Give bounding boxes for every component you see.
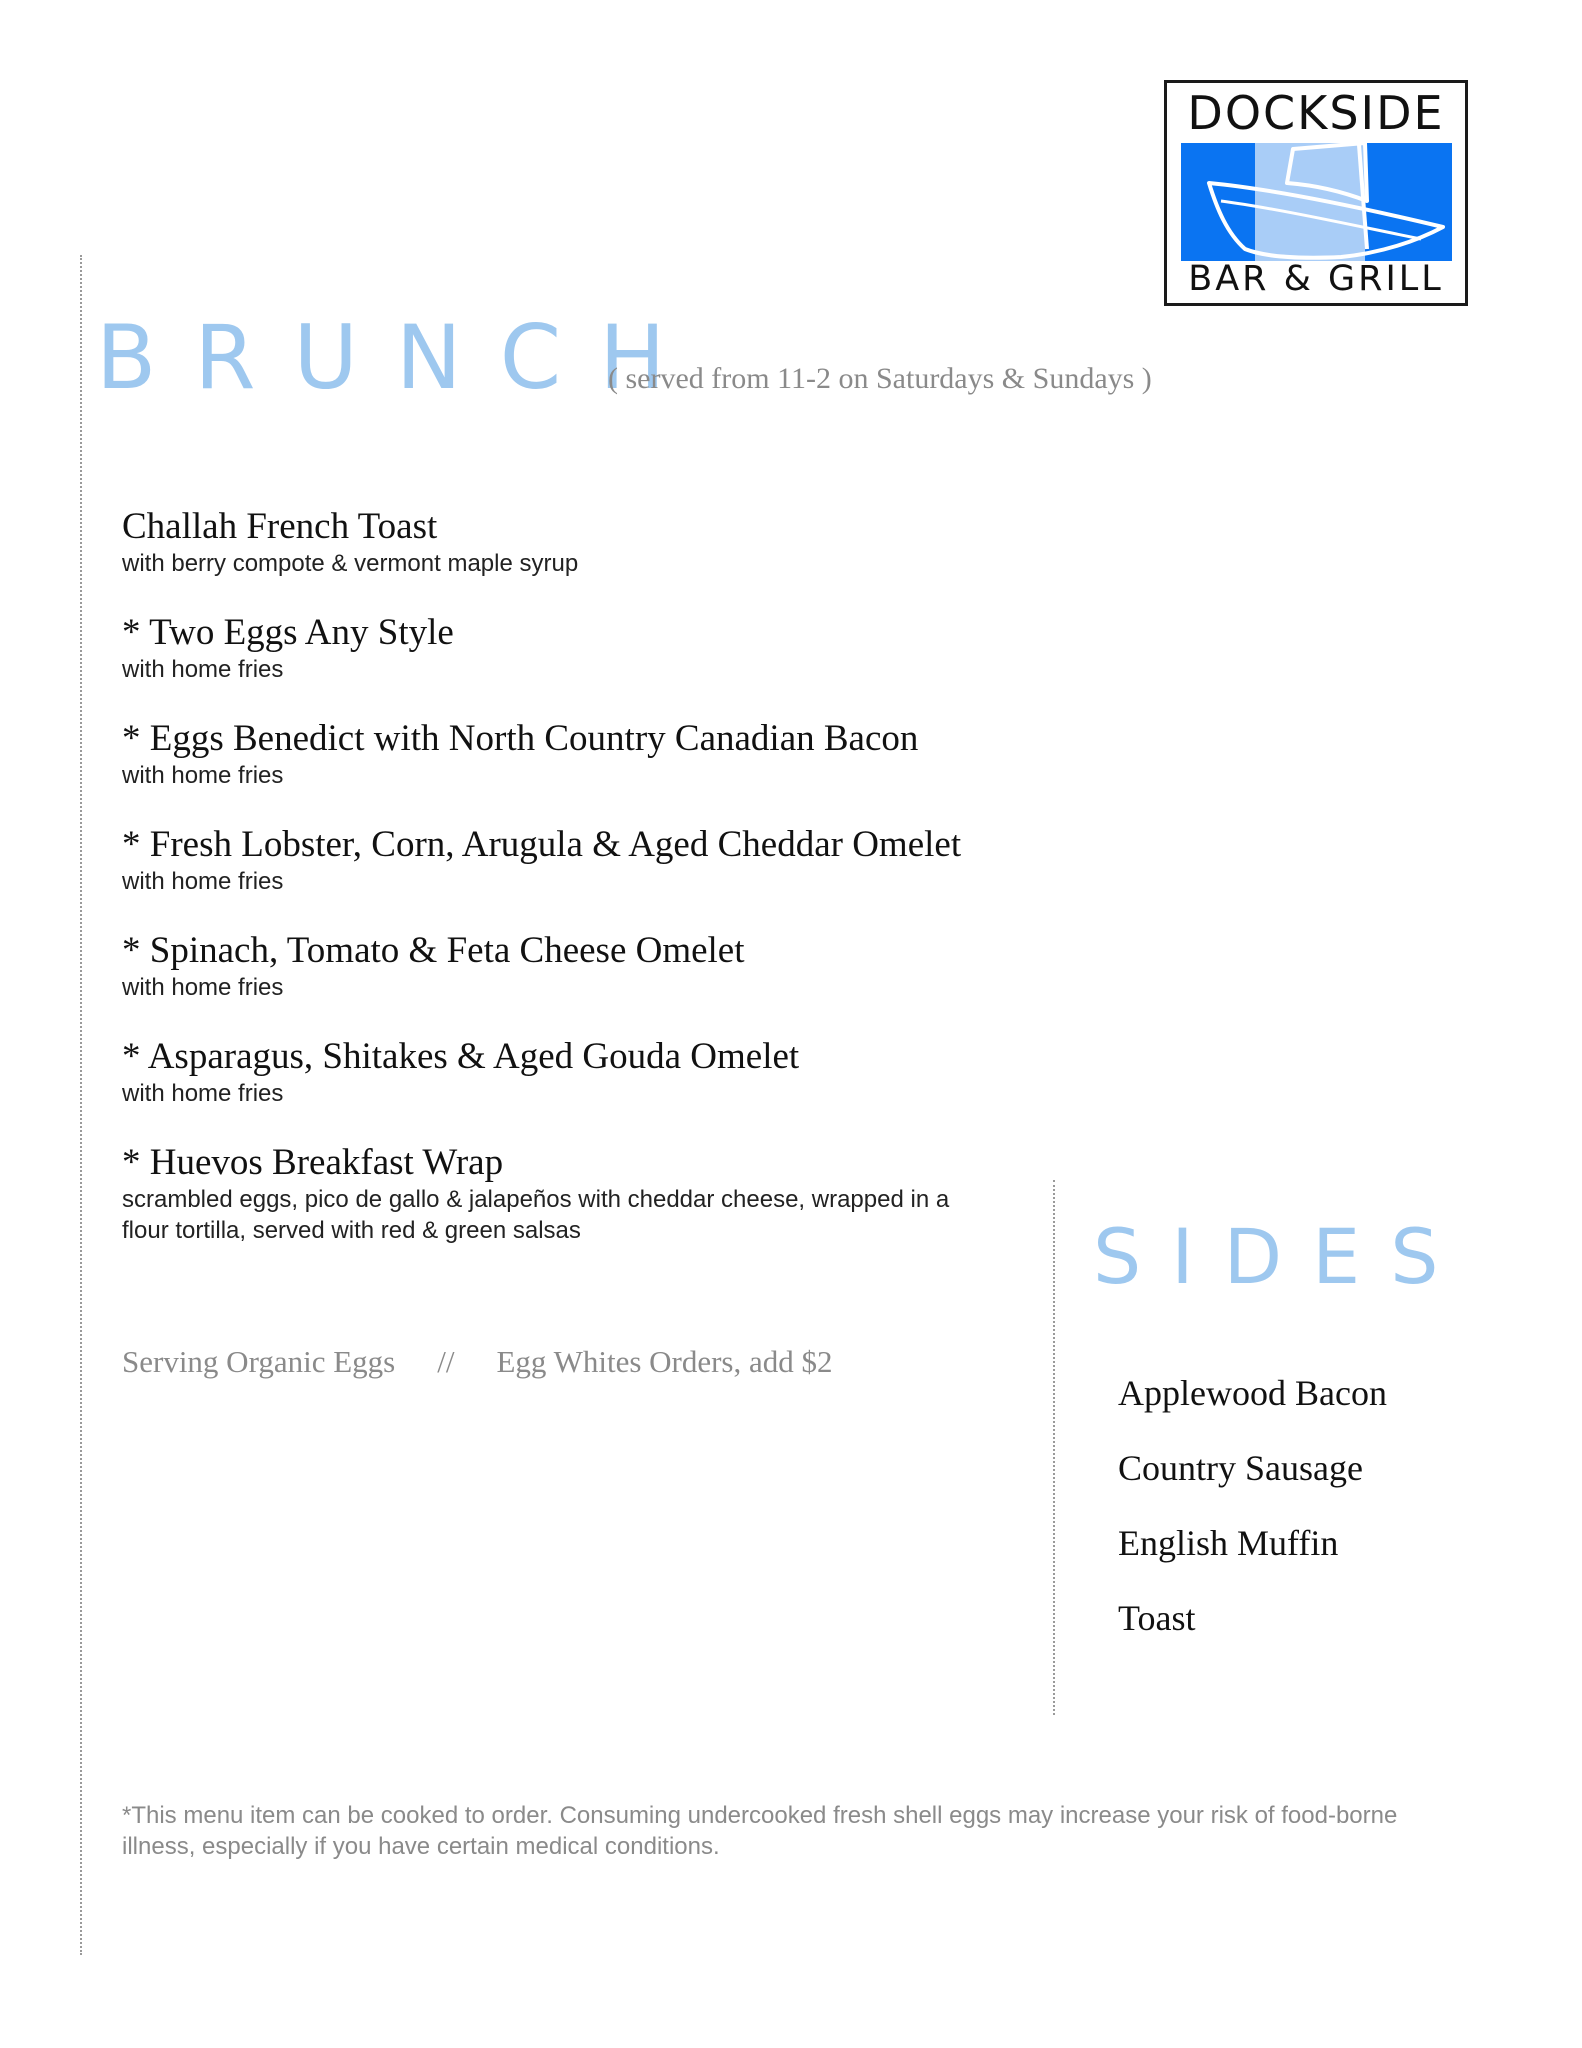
menu-item-description: with home fries [122,974,284,1001]
egg-notes [122,1344,833,1380]
menu-item [122,718,1022,824]
menu-item-description: with berry compote & vermont maple syrup [122,550,579,577]
organic-eggs-note: Serving Organic Eggs [122,1344,396,1379]
food-safety-disclaimer: *This menu item can be cooked to order. Consuming undercooked fresh shell eggs may increase your risk of food-borne illness, especially if you have certain medical conditions. [122,1802,1398,1860]
menu-item-name: * Asparagus, Shitakes & Aged Gouda Omelet [122,1036,800,1077]
menu-item-name: * Fresh Lobster, Corn, Arugula & Aged Cheddar Omelet [122,824,962,865]
menu-item-name: * Huevos Breakfast Wrap [122,1142,504,1183]
menu-item [122,824,1022,930]
side-item: English Muffin [1118,1523,1339,1563]
side-item: Applewood Bacon [1118,1373,1387,1413]
sailboat-icon [1181,143,1452,261]
notes-separator: // [437,1344,455,1379]
sides-heading: SIDES [1093,1212,1469,1301]
side-item: Country Sausage [1118,1448,1363,1488]
menu-item-name: * Eggs Benedict with North Country Canadian Bacon [122,718,919,759]
menu-item [122,506,1022,612]
menu-item-name: Challah French Toast [122,506,438,547]
menu-item-description: with home fries [122,656,284,683]
brunch-hours-note: ( served from 11-2 on Saturdays & Sundays ) [608,362,1152,395]
menu-item [122,1142,1022,1248]
menu-item-description: with home fries [122,762,284,789]
menu-item [122,930,1022,1036]
menu-item [122,1036,1022,1142]
brunch-menu-list [122,506,1022,1248]
left-dotted-divider [80,255,82,1955]
menu-item-description: with home fries [122,868,284,895]
menu-item [122,612,1022,718]
brunch-heading: BRUNCH [96,306,704,409]
menu-item-name: * Two Eggs Any Style [122,612,454,653]
menu-item-description: scrambled eggs, pico de gallo & jalapeños with cheddar cheese, wrapped in a flour tortilla, served with red & green salsas [122,1186,950,1244]
logo-bottom-text: BAR & GRILL [1188,259,1444,299]
side-item: Toast [1118,1598,1196,1638]
sides-dotted-divider [1053,1180,1055,1715]
dockside-logo [1164,80,1468,306]
egg-whites-note: Egg Whites Orders, add $2 [496,1344,833,1379]
menu-item-description: with home fries [122,1080,284,1107]
sides-list [1118,1356,1387,1656]
logo-top-text: DOCKSIDE [1187,86,1445,140]
menu-item-name: * Spinach, Tomato & Feta Cheese Omelet [122,930,745,971]
